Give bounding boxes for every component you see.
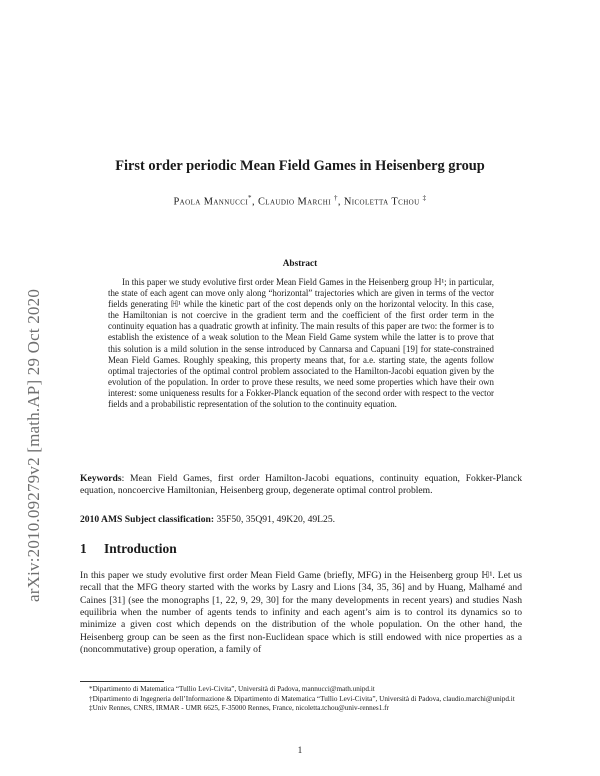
author-name: Claudio Marchi xyxy=(257,196,331,208)
author-name: Nicoletta Tchou xyxy=(343,196,420,208)
footnote: ‡Univ Rennes, CNRS, IRMAR - UMR 6625, F-35000 Rennes, France, nicoletta.tchou@univ-rennes1.fr xyxy=(89,704,389,713)
page-number: 1 xyxy=(297,746,303,756)
author-mark: * xyxy=(248,194,252,202)
msc-label: 2010 AMS Subject classification: xyxy=(80,514,215,525)
keywords xyxy=(80,473,522,497)
footnote: *Dipartimento di Matematica “Tullio Levi-Civita”, Università di Padova, mannucci@math.unipd.it xyxy=(89,685,375,693)
footnote-rule xyxy=(80,681,164,682)
keywords-text: : Mean Field Games, first order Hamilton-Jacobi equations, continuity equation, Fokker-Planck equation, noncoercive Hamiltonian, Heisenberg group, degenerate optimal control problem. xyxy=(80,473,522,497)
abstract-body: In this paper we study evolutive first order Mean Field Games in the Heisenberg group ℍ¹; in particular, the state of each agent can move only along “horizontal” trajectories which are given in terms of the vector fields generating ℍ¹ while the kinetic part of the cost depends only on the horizontal velocity. In this case, the Hamiltonian is not coercive in the gradient term and the coefficient of the first order term in the continuity equation has a quadratic growth at infinity. The main results of this paper are two: the former is to establish the existence of a weak solution to the Mean Field Game system while the latter is to prove that this solution is a mild solution in the sense introduced by Cannarsa and Capuani [19] for state-constrained Mean Field Games. Roughly speaking, this property means that, for a.e. starting state, the agents follow optimal trajectories of the optimal control problem associated to the Hamilton-Jacobi equation given by the evolution of the population. In order to prove these results, we need some properties which have their own interest: some uniqueness results for a Fokker-Planck equation of the second order with respect to the vector fields and a probabilistic representation of the solution to the continuity equation. xyxy=(108,277,494,410)
msc-codes: 35F50, 35Q91, 49K20, 49L25. xyxy=(214,514,336,525)
author-mark: † xyxy=(333,194,338,202)
intro-paragraph: In this paper we study evolutive first order Mean Field Game (briefly, MFG) in the Heisenberg group ℍ¹. Let us recall that the MFG theory started with the works by Lasry and Lions [34, 35, 36] and by Huang, Malhamé and Caines [31] (see the monographs [1, 22, 9, 29, 30] for the many developments in recent years) and studies Nash equilibria when the number of agents tends to infinity and each agent’s aim is to control its dynamics so to minimize a given cost which depends on the distribution of the whole population. On the other hand, the Heisenberg group can be seen as the first non-Euclidean space which is still endowed with nice properties as a (noncommutative) group operation, a family of xyxy=(80,570,522,656)
arxiv-identifier: arXiv:2010.09279v2 [math.AP] 29 Oct 2020 xyxy=(24,288,43,602)
keywords-label: Keywords xyxy=(80,473,122,484)
section-title: Introduction xyxy=(104,541,177,556)
subject-classification xyxy=(80,514,522,525)
paper-title: First order periodic Mean Field Games in Heisenberg group xyxy=(115,158,485,174)
author-name: Paola Mannucci xyxy=(173,196,249,208)
section-heading xyxy=(80,541,177,557)
author-list: Paola Mannucci*, Claudio Marchi †, Nicoletta Tchou ‡ xyxy=(173,194,427,208)
abstract-heading: Abstract xyxy=(282,259,318,269)
footnotes xyxy=(80,685,522,714)
footnote: †Dipartimento di Ingegneria dell’Informazione & Dipartimento di Matematica “Tullio Levi-Civita”, Università di Padova, claudio.marchi@unipd.it xyxy=(89,694,515,703)
author-mark: ‡ xyxy=(422,194,427,202)
section-number: 1 xyxy=(80,541,87,556)
